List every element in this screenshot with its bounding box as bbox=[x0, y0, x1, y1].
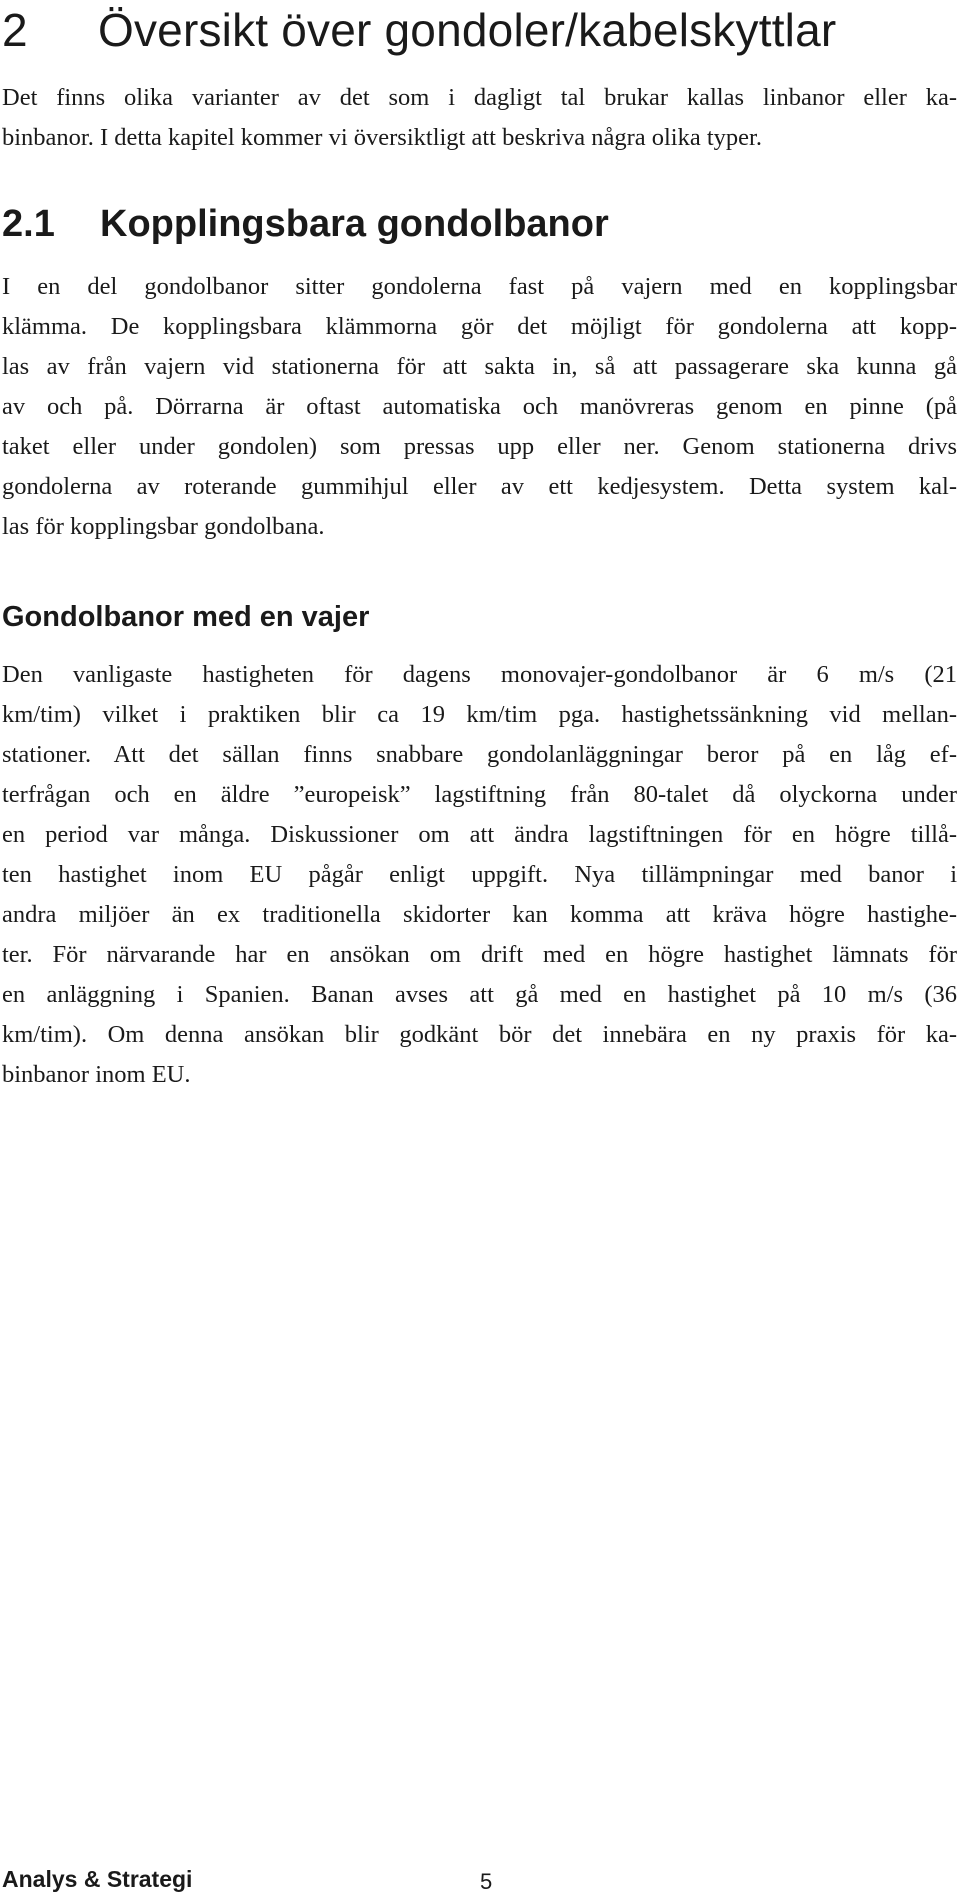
subsection-heading: Gondolbanor med en vajer bbox=[2, 601, 370, 633]
text-line: Den vanligaste hastigheten för dagens monovajer-gondolbanor är 6 m/s (21 bbox=[2, 661, 957, 688]
text-line: stationer. Att det sällan finns snabbare gondolanläggningar beror på en låg ef- bbox=[2, 741, 957, 768]
text-line: ter. För närvarande har en ansökan om drift med en högre hastighet lämnats för bbox=[2, 941, 957, 968]
chapter-heading bbox=[2, 2, 952, 58]
section-title: Kopplingsbara gondolbanor bbox=[100, 203, 609, 245]
text-line: km/tim) vilket i praktiken blir ca 19 km/tim pga. hastighetssänkning vid mellan- bbox=[2, 701, 957, 728]
text-line: las för kopplingsbar gondolbana. bbox=[2, 513, 325, 540]
text-line: las av från vajern vid stationerna för att sakta in, så att passagerare ska kunna gå bbox=[2, 353, 957, 380]
intro-paragraph bbox=[2, 78, 957, 158]
text-line: km/tim). Om denna ansökan blir godkänt bör det innebära en ny praxis för ka- bbox=[2, 1021, 957, 1048]
text-line: gondolerna av roterande gummihjul eller av ett kedjesystem. Detta system kal- bbox=[2, 473, 957, 500]
section-number: 2.1 bbox=[2, 203, 55, 245]
text-line: andra miljöer än ex traditionella skidorter kan komma att kräva högre hastighe- bbox=[2, 901, 957, 928]
text-line: binbanor. I detta kapitel kommer vi översiktligt att beskriva några olika typer. bbox=[2, 124, 762, 151]
chapter-title: Översikt över gondoler/kabelskyttlar bbox=[98, 4, 837, 56]
section-paragraph bbox=[2, 267, 957, 547]
footer-organization: Analys & Strategi bbox=[2, 1866, 193, 1892]
text-line: av och på. Dörrarna är oftast automatiska och manövreras genom en pinne (på bbox=[2, 393, 957, 420]
text-line: terfrågan och en äldre ”europeisk” lagstiftning från 80-talet då olyckorna under bbox=[2, 781, 957, 808]
text-line: ten hastighet inom EU pågår enligt uppgift. Nya tillämpningar med banor i bbox=[2, 861, 957, 888]
text-line: taket eller under gondolen) som pressas upp eller ner. Genom stationerna drivs bbox=[2, 433, 957, 460]
chapter-number: 2 bbox=[2, 4, 28, 56]
text-line: I en del gondolbanor sitter gondolerna fast på vajern med en kopplingsbar bbox=[2, 273, 957, 300]
text-line: binbanor inom EU. bbox=[2, 1061, 191, 1088]
text-line: en anläggning i Spanien. Banan avses att gå med en hastighet på 10 m/s (36 bbox=[2, 981, 957, 1008]
text-line: en period var många. Diskussioner om att ändra lagstiftningen för en högre tillå- bbox=[2, 821, 957, 848]
section-heading bbox=[2, 200, 609, 248]
text-line: klämma. De kopplingsbara klämmorna gör det möjligt för gondolerna att kopp- bbox=[2, 313, 957, 340]
text-line: Det finns olika varianter av det som i dagligt tal brukar kallas linbanor eller ka- bbox=[2, 84, 957, 111]
page-number: 5 bbox=[480, 1869, 493, 1894]
subsection-paragraph bbox=[2, 655, 957, 1095]
